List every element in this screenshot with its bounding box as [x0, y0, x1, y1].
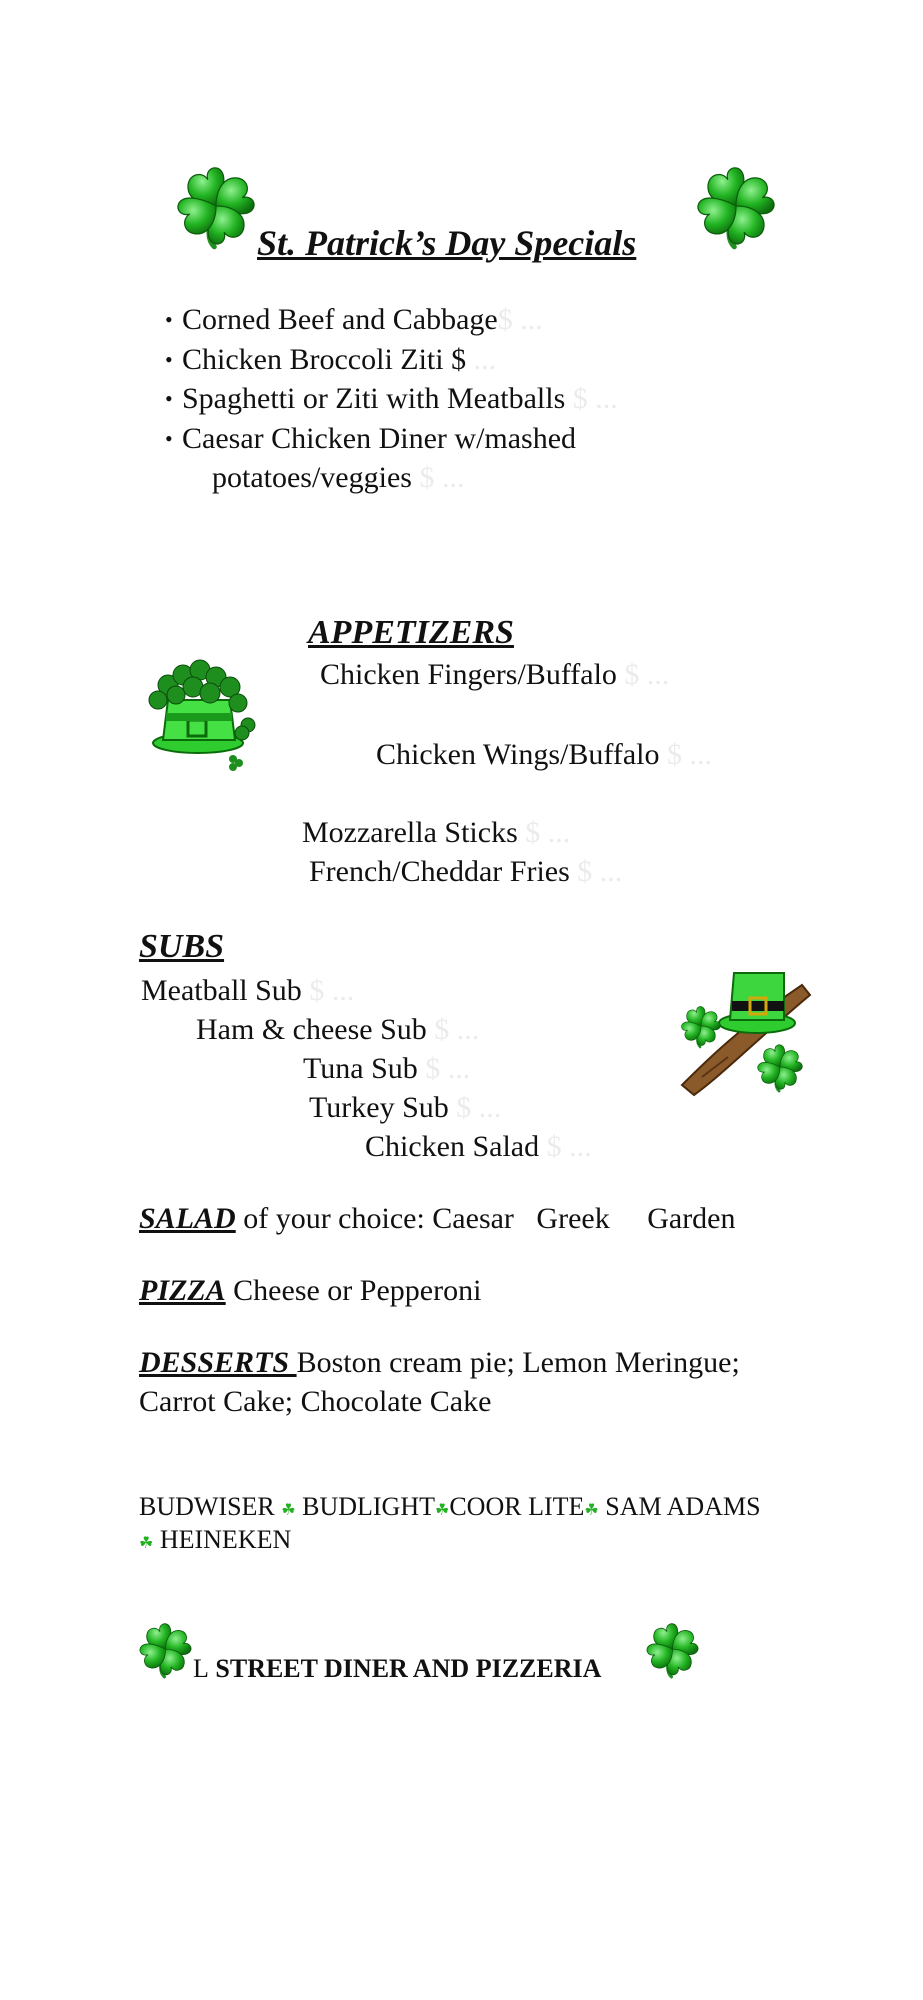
menu-item: Meatball Sub $ ...	[141, 974, 355, 1007]
menu-item: Chicken Fingers/Buffalo $ ...	[320, 658, 670, 691]
beer-list: BUDWISER ☘ BUDLIGHT☘COOR LITE☘ SAM ADAMS	[139, 1492, 761, 1521]
menu-item: Chicken Salad $ ...	[365, 1130, 592, 1163]
list-item: potatoes/veggies $ ...	[212, 461, 465, 494]
page-title: St. Patrick’s Day Specials	[257, 223, 637, 263]
clover-icon	[138, 1620, 193, 1684]
menu-item: Chicken Wings/Buffalo $ ...	[376, 738, 712, 771]
salad-heading: SALAD	[139, 1202, 236, 1235]
menu-item: Ham & cheese Sub $ ...	[196, 1013, 480, 1046]
list-item: • Spaghetti or Ziti with Meatballs $ ...	[165, 382, 618, 415]
pizza-line: PIZZA Cheese or Pepperoni	[139, 1274, 482, 1307]
salad-line: SALAD of your choice: Caesar Greek Garden	[139, 1202, 736, 1235]
menu-item: Mozzarella Sticks $ ...	[302, 816, 571, 849]
clover-icon	[175, 160, 257, 260]
clover-icon: ☘	[281, 1502, 296, 1519]
menu-item: Tuna Sub $ ...	[303, 1052, 471, 1085]
appetizers-heading: APPETIZERS	[308, 614, 514, 651]
list-item: • Chicken Broccoli Ziti $ ...	[165, 342, 497, 376]
leprechaun-hat-icon	[672, 965, 817, 1100]
beer-list-2: ☘ HEINEKEN	[139, 1525, 292, 1554]
clover-icon: ☘	[435, 1502, 450, 1519]
clover-icon: ☘	[584, 1502, 599, 1519]
clover-icon	[695, 160, 777, 260]
list-item: • Corned Beef and Cabbage$ ...	[165, 303, 543, 336]
specials-list	[165, 300, 618, 498]
list-item: • Caesar Chicken Diner w/mashed	[165, 421, 577, 455]
clover-icon: ☘	[139, 1535, 154, 1552]
menu-item: Turkey Sub $ ...	[309, 1091, 502, 1124]
clover-icon	[645, 1620, 700, 1684]
pizza-heading: PIZZA	[139, 1274, 226, 1307]
menu-item: French/Cheddar Fries $ ...	[309, 855, 623, 888]
desserts-line: DESSERTS Boston cream pie; Lemon Meringue;	[139, 1346, 740, 1379]
desserts-line-2: Carrot Cake; Chocolate Cake	[139, 1385, 492, 1418]
subs-heading: SUBS	[139, 928, 225, 965]
restaurant-name: L STREET DINER AND PIZZERIA	[193, 1654, 602, 1683]
desserts-heading: DESSERTS	[139, 1346, 297, 1379]
clover-hat-icon	[138, 655, 263, 775]
